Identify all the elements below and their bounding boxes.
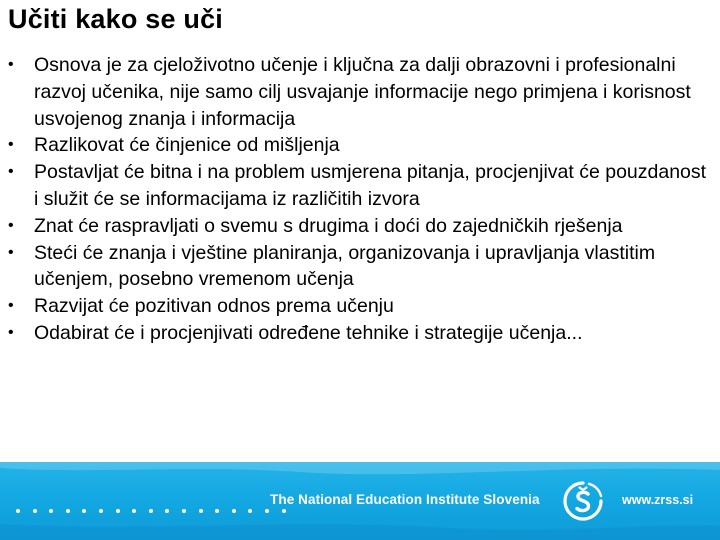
bullet-item xyxy=(0,293,720,320)
bullet-marker: • xyxy=(8,163,14,181)
bullet-text: Razvijat će pozitivan odnos prema učenju xyxy=(34,295,394,318)
bullet-marker: • xyxy=(8,56,14,73)
footer-banner xyxy=(0,462,720,540)
footer-dot xyxy=(282,509,286,513)
bullet-text: Znat će raspravljati o svemu s drugima i doći do zajedničkih rješenja xyxy=(34,214,623,237)
footer-dot xyxy=(33,509,37,513)
website-url: www.zrss.si xyxy=(622,493,694,507)
bullet-marker: • xyxy=(8,323,14,341)
footer-dot xyxy=(132,509,136,513)
bullet-marker: • xyxy=(8,216,14,234)
footer-dot xyxy=(165,509,169,513)
footer-dot xyxy=(116,509,120,513)
bullet-item xyxy=(0,132,720,159)
slide-title: Učiti kako se uči xyxy=(8,4,223,34)
bullet-text: Steći će znanja i vještine planiranja, organizovanja i upravljanja vlastitim učenjem, posebno vremenom učenja xyxy=(34,241,656,291)
bullet-item xyxy=(0,240,720,294)
bullet-marker: • xyxy=(8,243,14,261)
zrss-logo-icon xyxy=(561,479,605,523)
footer-dot xyxy=(16,509,20,513)
bullet-marker: • xyxy=(8,297,14,315)
footer-dot xyxy=(232,509,236,513)
bullet-text: Odabirat će i procjenjivati određene tehnike i strategije učenja... xyxy=(34,321,583,344)
bullet-item xyxy=(0,159,720,213)
footer-dot xyxy=(265,509,269,513)
footer-dot xyxy=(248,509,252,513)
bullet-text: Razlikovat će činjenice od mišljenja xyxy=(34,134,340,157)
bullet-item xyxy=(0,320,720,347)
footer-dot-leader xyxy=(16,490,298,520)
bullet-text: Postavljat će bitna i na problem usmjerena pitanja, procjenjivat će pouzdanost i služit će se informacijama iz različitih izvora xyxy=(34,161,707,210)
footer-dot xyxy=(99,509,103,513)
bullet-list xyxy=(0,52,720,347)
bullet-item xyxy=(0,213,720,240)
bullet-text: Osnova je za cjeloživotno učenje i ključna za dalji obrazovni i profesionalni razvoj učenika, nije samo cilj usvajanje informacije nego primjena i korisnost usvojenog znanja i informacija xyxy=(34,54,691,130)
footer-dot xyxy=(66,509,70,513)
footer-dot xyxy=(49,509,53,513)
footer-dot xyxy=(82,509,86,513)
footer-dot xyxy=(199,509,203,513)
institute-name: The National Education Institute Slovenia xyxy=(270,492,540,507)
footer-dot xyxy=(149,509,153,513)
footer-dot xyxy=(182,509,186,513)
bullet-item xyxy=(0,52,720,132)
bullet-marker: • xyxy=(8,136,14,154)
footer-dot xyxy=(215,509,219,513)
